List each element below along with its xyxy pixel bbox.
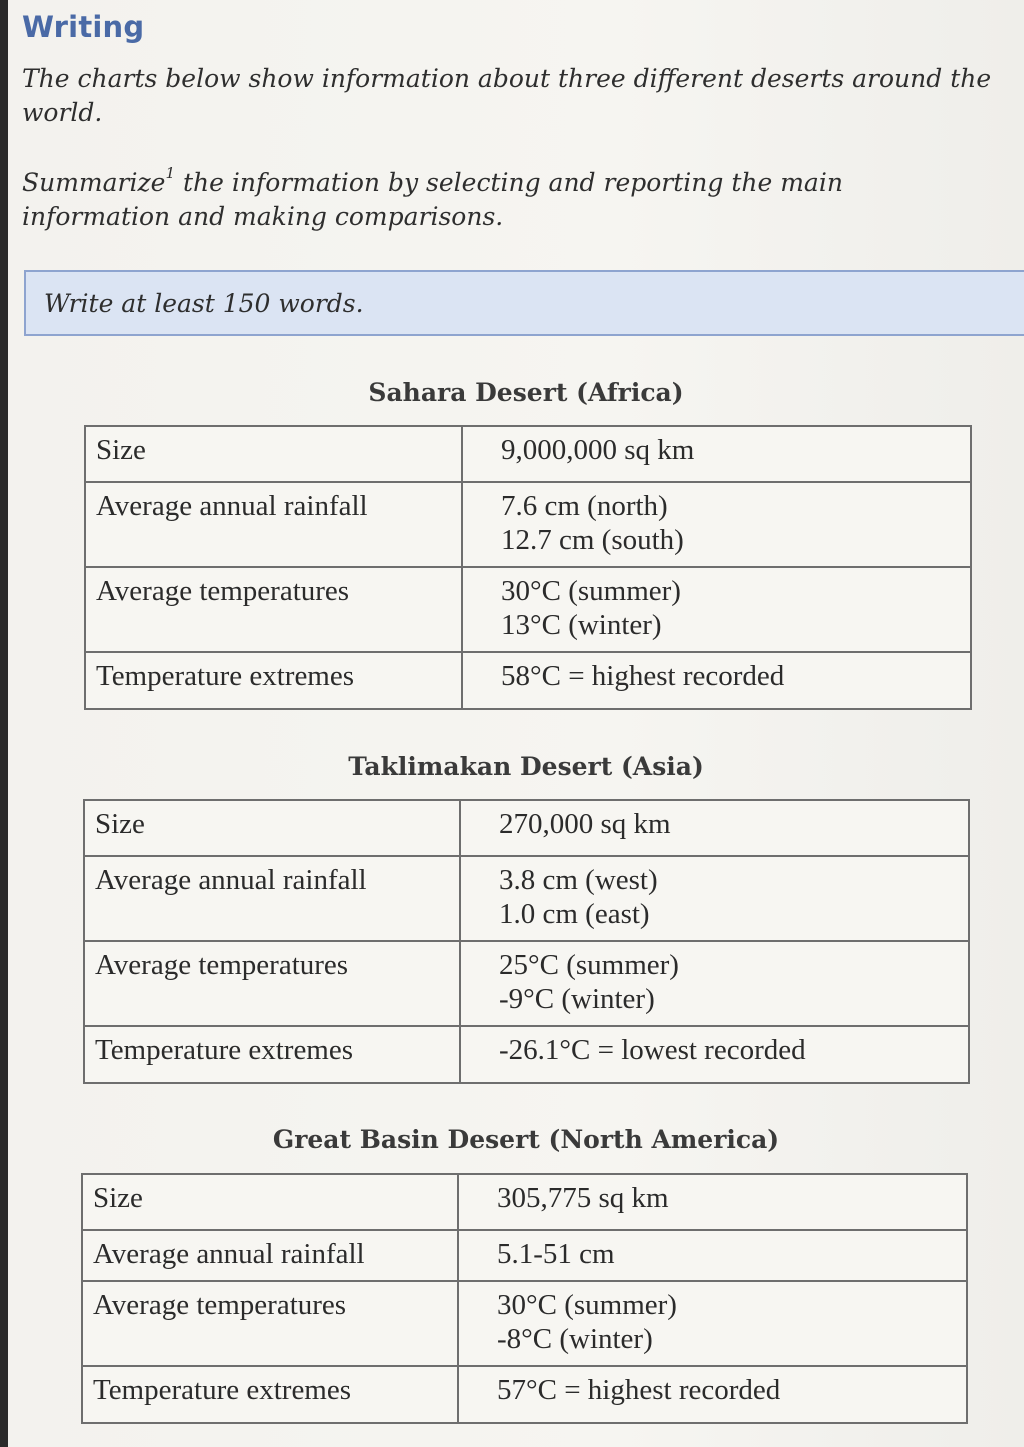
table-title-sahara: Sahara Desert (Africa) bbox=[368, 378, 684, 407]
row-value: 305,775 sq km bbox=[458, 1174, 967, 1230]
row-value: 30°C (summer) 13°C (winter) bbox=[462, 567, 971, 652]
row-label: Size bbox=[82, 1174, 458, 1230]
sahara-table bbox=[84, 425, 972, 710]
table-row bbox=[82, 1366, 967, 1423]
table-title-great-basin: Great Basin Desert (North America) bbox=[272, 1125, 780, 1154]
row-label: Size bbox=[85, 426, 462, 482]
word-count-text: Write at least 150 words. bbox=[44, 288, 364, 318]
row-label: Temperature extremes bbox=[84, 1026, 460, 1083]
page-edge bbox=[0, 0, 8, 1447]
row-label: Temperature extremes bbox=[85, 652, 462, 709]
row-label: Average temperatures bbox=[84, 941, 460, 1026]
table-row bbox=[82, 1281, 967, 1366]
row-label: Temperature extremes bbox=[82, 1366, 458, 1423]
row-value: -26.1°C = lowest recorded bbox=[460, 1026, 969, 1083]
row-value: 3.8 cm (west) 1.0 cm (east) bbox=[460, 856, 969, 941]
row-label: Average annual rainfall bbox=[85, 482, 462, 567]
task-instruction bbox=[22, 163, 922, 234]
row-value: 57°C = highest recorded bbox=[458, 1366, 967, 1423]
task-instruction-rest: the information by selecting and reporting the main information and making comparisons. bbox=[22, 168, 843, 231]
task-description: The charts below show information about three different deserts around the world. bbox=[22, 64, 992, 127]
row-value: 58°C = highest recorded bbox=[462, 652, 971, 709]
row-label: Size bbox=[84, 800, 460, 856]
table-row bbox=[84, 800, 969, 856]
table-row bbox=[82, 1230, 967, 1281]
table-row bbox=[85, 567, 971, 652]
summarize-word: Summarize bbox=[22, 168, 166, 197]
table-row bbox=[84, 941, 969, 1026]
row-label: Average annual rainfall bbox=[84, 856, 460, 941]
table-row bbox=[85, 482, 971, 567]
table-row bbox=[84, 1026, 969, 1083]
row-value: 5.1-51 cm bbox=[458, 1230, 967, 1281]
table-row bbox=[85, 426, 971, 482]
table-row bbox=[82, 1174, 967, 1230]
word-count-box bbox=[24, 270, 1024, 336]
row-value: 25°C (summer) -9°C (winter) bbox=[460, 941, 969, 1026]
great-basin-table bbox=[81, 1173, 968, 1424]
row-value: 7.6 cm (north) 12.7 cm (south) bbox=[462, 482, 971, 567]
table-title-taklimakan: Taklimakan Desert (Asia) bbox=[348, 752, 704, 781]
row-label: Average temperatures bbox=[85, 567, 462, 652]
table-row bbox=[85, 652, 971, 709]
table-row bbox=[84, 856, 969, 941]
row-value: 270,000 sq km bbox=[460, 800, 969, 856]
row-label: Average annual rainfall bbox=[82, 1230, 458, 1281]
taklimakan-table bbox=[83, 799, 970, 1084]
section-heading: Writing bbox=[22, 10, 145, 44]
row-label: Average temperatures bbox=[82, 1281, 458, 1366]
row-value: 30°C (summer) -8°C (winter) bbox=[458, 1281, 967, 1366]
row-value: 9,000,000 sq km bbox=[462, 426, 971, 482]
footnote-marker: 1 bbox=[165, 163, 176, 182]
